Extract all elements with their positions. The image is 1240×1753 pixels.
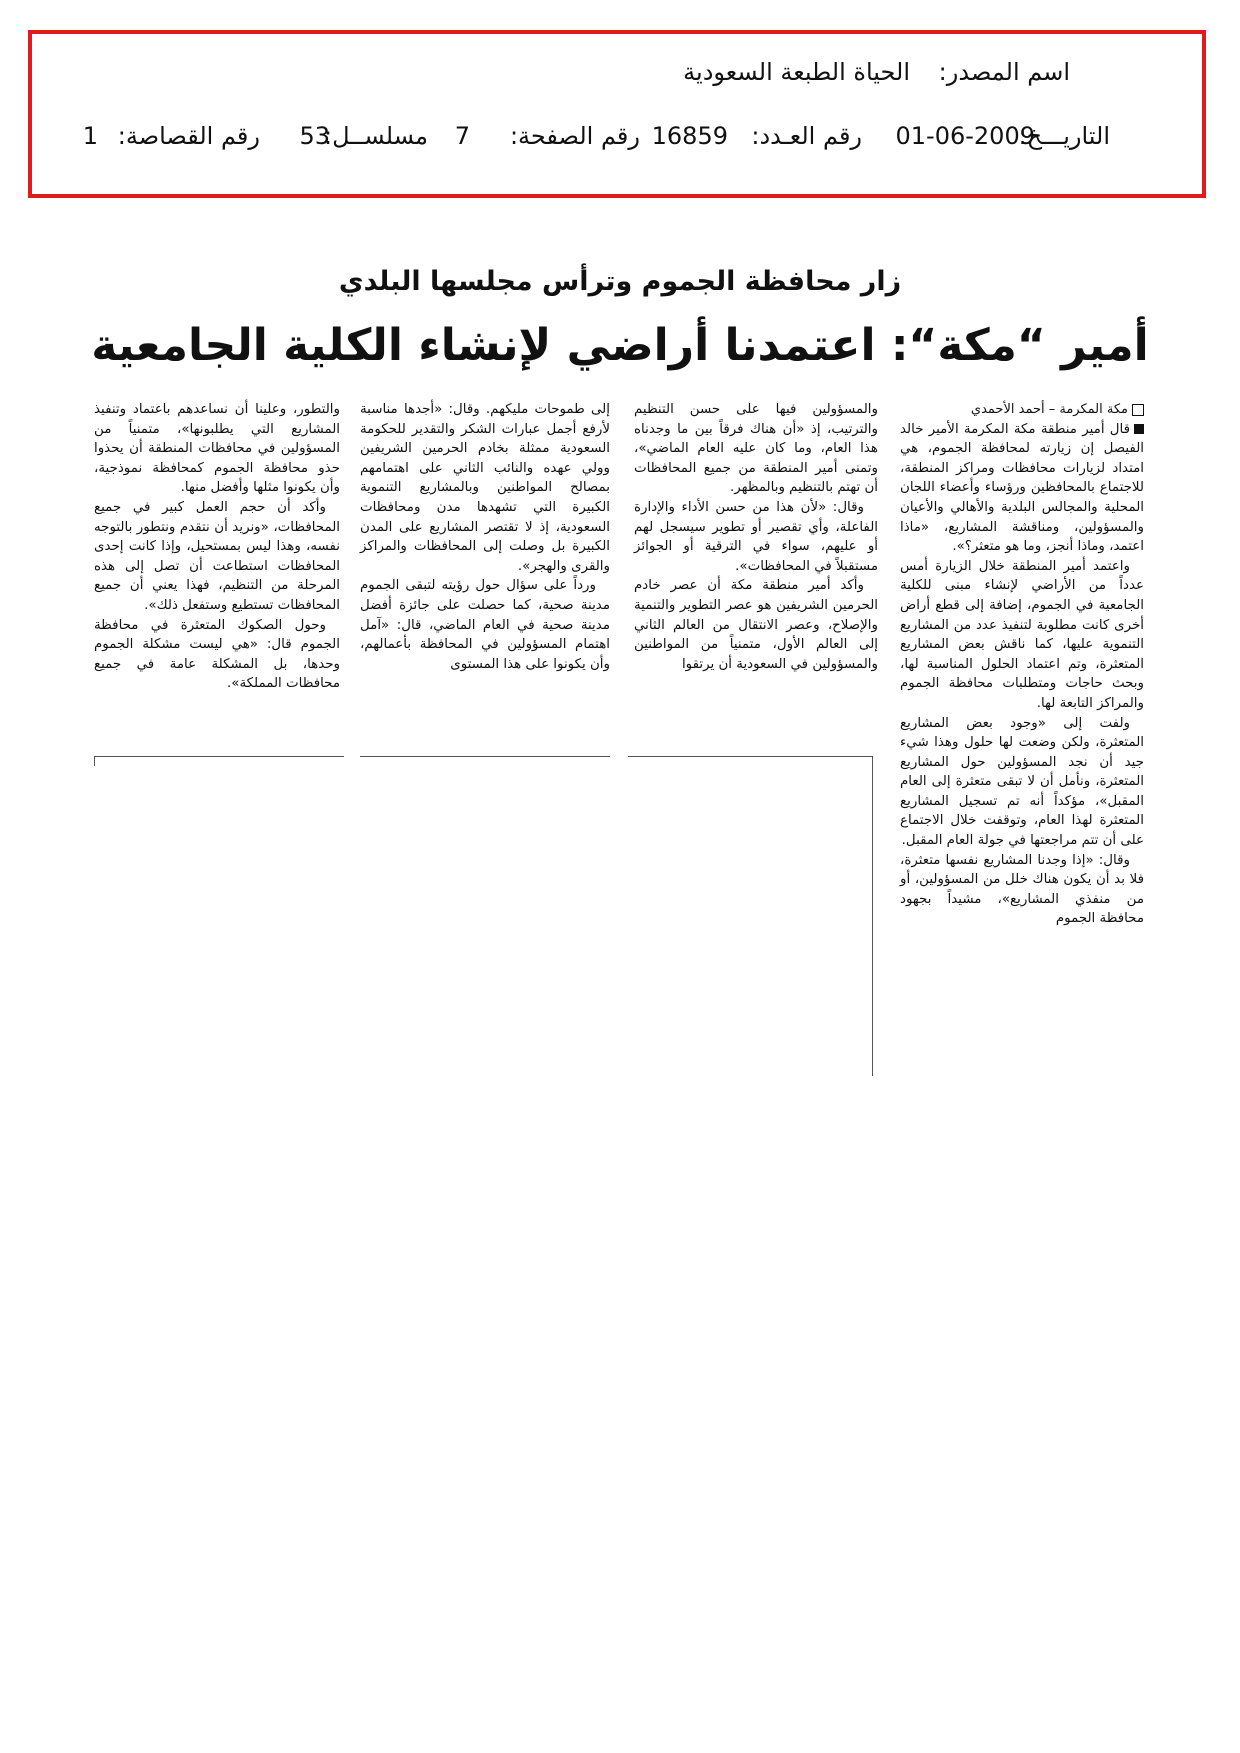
byline: مكة المكرمة – أحمد الأحمدي (900, 400, 1144, 420)
paragraph: والتطور، وعلينا أن نساعدهم باعتماد وتنفيذ المشاريع التي يطلبونها»، متمنياً من المسؤولين في محافظات المنطقة أن يحذوا حذو محافظة الجموم كمحافظة نموذجية، وأن يكونوا مثلها وأفضل منها. (94, 402, 340, 496)
paragraph: ولفت إلى «وجود بعض المشاريع المتعثرة، ولكن وضعت لها حلول وهذا شيء جيد أن نجد المسؤولين حول المشاريع المتعثرة، ونأمل أن لا تبقى متعثرة إلى العام المقبل»، مؤكداً أنه تم تسجيل المشاريع المتعثرة لهذا العام، وتوقفت خلال الاجتماع على أن تتم مراجعتها في جولة العام المقبل. (900, 715, 1144, 849)
paragraph: وقال: «إذا وجدنا المشاريع نفسها متعثرة، فلا بد أن يكون هناك خلل من المسؤولين، أو من منفذي المشاريع»، مشيداً بجهود محافظة الجموم (900, 852, 1144, 927)
source-label: اسم المصدر: (938, 58, 1070, 86)
article-column-1 (900, 400, 1144, 929)
square-bullet-icon (1132, 404, 1144, 416)
article-headline: أمير “مكة“: اعتمدنا أراضي لإنشاء الكلية الجامعية (91, 320, 1149, 371)
clip-label: رقم القصاصة: (117, 122, 260, 150)
issue-label: رقم العـدد: (751, 122, 862, 150)
page-value: 7 (454, 122, 470, 150)
paragraph: وقال: «لأن هذا من حسن الأداء والإدارة الفاعلة، وأي تقصير أو تطوير سيسجل لهم أو عليهم، سواء في الترقية أو الجوائز مستقبلاً في المحافظات». (634, 499, 878, 574)
serial-value: 53 (299, 122, 330, 150)
paragraph: والمسؤولين فيها على حسن التنظيم والترتيب، إذ «أن هناك فرقاً بين ما وجدناه هذا العام، وما كان عليه العام الماضي»، وتمنى أمير المنطقة من جميع المحافظات أن تهتم بالتنظيم وبالمظهر. (634, 402, 878, 496)
source-value: الحياة الطبعة السعودية (683, 58, 910, 86)
paragraph: واعتمد أمير المنطقة خلال الزيارة أمس عدداً من الأراضي لإنشاء مبنى للكلية الجامعية في الجموم، إضافة إلى قطع أراض أخرى كانت مطلوبة لتنفيذ عدد من المشاريع التنموية عليها، كما ناقش بعض المشاريع المتعثرة، وتم اعتماد الحلول المناسبة لها، وبحث حاجات ومتطلبات محافظة الجموم والمراكز التابعة لها. (900, 558, 1144, 711)
date-label: التاريـــخ: (1018, 122, 1110, 150)
serial-label: مسلســل: (324, 122, 428, 150)
column-end-rule (94, 756, 344, 757)
page-label: رقم الصفحة: (509, 122, 640, 150)
paragraph: وحول الصكوك المتعثرة في محافظة الجموم قال: «هي ليست مشكلة الجموم وحدها، بل المشكلة عامة في جميع محافظات المملكة». (94, 617, 340, 692)
issue-value: 16859 (651, 122, 728, 150)
column-end-tick (94, 756, 95, 766)
paragraph: وأكد أن حجم العمل كبير في جميع المحافظات، «ونريد أن نتقدم ونتطور بالتوجه نفسه، وهذا ليس بمستحيل، وإذا كانت إحدى المحافظات استطاعت أن تصل إلى هذه المرحلة من التنظيم، فهذا يعني أن جميع المحافظات تستطيع وستفعل ذلك». (94, 499, 340, 613)
article-column-4 (94, 400, 340, 694)
column-end-rule (628, 756, 872, 757)
date-value: 01-06-2009 (895, 122, 1035, 150)
clip-value: 1 (82, 122, 98, 150)
clipping-info-box (28, 30, 1206, 198)
article-column-3 (360, 400, 610, 674)
paragraph: قال أمير منطقة مكة المكرمة الأمير خالد الفيصل إن زيارته لمحافظة الجموم، هي امتداد لزيارات محافظات ومراكز المنطقة، للاجتماع بالمحافظين ورؤساء وأعضاء اللجان المحلية والمجالس البلدية والأهالي والأعيان والمسؤولين، ومناقشة المشاريع، «ماذا اعتمد، وماذا أنجز، وما هو متعثر؟». (900, 421, 1144, 555)
column-end-rule (360, 756, 610, 757)
article-kicker: زار محافظة الجموم وترأس مجلسها البلدي (338, 266, 902, 297)
paragraph: إلى طموحات مليكهم. وقال: «أجدها مناسبة لأرفع أجمل عبارات الشكر والتقدير للحكومة السعودية ممثلة بخادم الحرمين الشريفين وولي عهده والنائب الثاني على اهتمامهم بمصالح المواطنين وبالمشاريع التنموية الكبيرة التي تشهدها مدن ومحافظات السعودية، إذ لا تقتصر المشاريع على المدن الكبيرة بل وصلت إلى المحافظات والمراكز والقرى والهجر». (360, 402, 610, 574)
article-column-2 (634, 400, 878, 674)
solid-square-bullet-icon (1134, 424, 1144, 434)
paragraph: وأكد أمير منطقة مكة أن عصر خادم الحرمين الشريفين هو عصر التطوير والتنمية والإصلاح، وعصر الانتقال من العالم الثاني إلى العالم الأول، متمنياً من المواطنين والمسؤولين في السعودية أن يرتقوا (634, 578, 878, 672)
column-divider (872, 756, 873, 1076)
paragraph: ورداً على سؤال حول رؤيته لتبقى الجموم مدينة صحية، كما حصلت على جائزة أفضل مدينة صحية في العام الماضي، قال: «آمل اهتمام المسؤولين في المحافظة بأعمالهم، وأن يكونوا على هذا المستوى (360, 578, 610, 672)
